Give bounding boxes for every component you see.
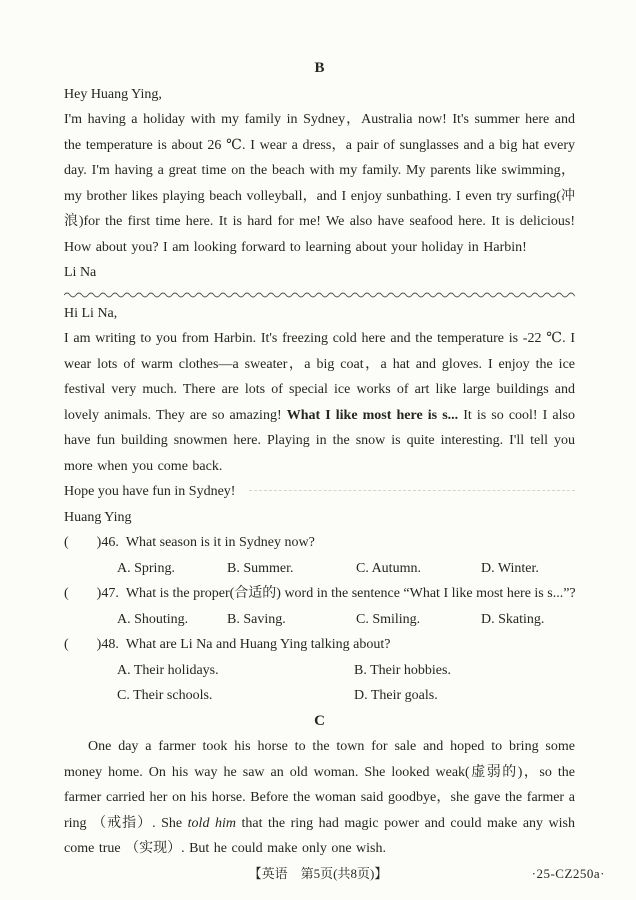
letter-harbin-body-start: I am writing to you from Harbin. It's freezing cold here and the temperature is -22 ℃. I wear lots of warm clothes—a sweater，a big coat，a hat and gloves. I enjoy the ice festival very much. There are lots of special ice works of art like large buildings and lovely animals. They are so amazing! <box>64 331 575 423</box>
footer-paper-code: ·25-CZ250a· <box>531 866 605 881</box>
letter-harbin-body-end: It is so cool! I also have fun building snowmen here. Playing in the snow is quite interesting. I'll tell you more when you come back. <box>64 407 575 474</box>
question-46-answer-bracket: ( )46. <box>64 535 119 550</box>
question-48-option-b: B. Their hobbies. <box>354 662 451 678</box>
section-b-heading: B <box>314 60 325 76</box>
section-c-heading: C <box>314 712 325 729</box>
passage-c <box>64 734 575 862</box>
question-46-options <box>64 556 575 582</box>
question-46-text: What season is it in Sydney now? <box>125 535 315 550</box>
question-48-option-a: A. Their holidays. <box>117 662 219 678</box>
question-47-option-b: B. Saving. <box>227 611 286 627</box>
passage-c-start: One day a farmer took his horse to the town for sale and hoped to bring some money home. On his way he saw an old woman. She looked weak(虚弱的)，so the farmer carried her on his horse. Before the woman said goodbye，she gave the farmer a ring （戒指）. She <box>64 739 575 831</box>
passage-c-italic-phrase: told him <box>187 815 236 831</box>
wavy-divider <box>64 289 575 299</box>
question-48 <box>64 632 575 658</box>
passage-c-end: that the ring had magic power and could make any wish come true （实现）. But he could make only one wish. <box>64 815 575 856</box>
question-48-options-row1 <box>64 658 575 684</box>
question-47-option-d: D. Skating. <box>481 611 545 627</box>
scan-artifact-line <box>249 490 575 491</box>
question-47-option-c: C. Smiling. <box>356 611 421 627</box>
letter-harbin-bold-phrase: What I like most here is s... <box>286 407 459 423</box>
question-48-options-row2 <box>64 683 575 709</box>
question-48-option-c: C. Their schools. <box>117 688 213 703</box>
letter-harbin <box>64 301 575 531</box>
question-47-text: What is the proper(合适的) word in the sentence “What I like most here is s...”? <box>125 586 576 601</box>
question-46 <box>64 530 575 556</box>
question-46-option-c: C. Autumn. <box>356 560 421 576</box>
page-footer <box>0 861 636 887</box>
question-47-option-a: A. Shouting. <box>117 611 189 627</box>
question-48-option-d: D. Their goals. <box>354 688 438 703</box>
question-46-option-a: A. Spring. <box>117 560 175 576</box>
question-46-option-b: B. Summer. <box>227 560 294 576</box>
question-47 <box>64 581 575 607</box>
question-46-option-d: D. Winter. <box>481 560 539 576</box>
letter-harbin-closing: Hope you have fun in Sydney! <box>64 484 236 499</box>
question-48-answer-bracket: ( )48. <box>64 637 119 652</box>
question-47-options <box>64 607 575 633</box>
letter-harbin-body <box>64 326 575 479</box>
letter-harbin-salutation: Hi Li Na, <box>64 305 118 321</box>
letter-harbin-closing-line <box>64 479 575 505</box>
letter-sydney-salutation: Hey Huang Ying, <box>64 86 162 102</box>
letter-sydney-signature: Li Na <box>64 265 97 280</box>
footer-page-number: 【英语 第5页(共8页)】 <box>248 866 388 881</box>
letter-sydney-body: I'm having a holiday with my family in Sydney，Australia now! It's summer here and the temperature is about 26 ℃. I wear a dress，a pair of sunglasses and a big hat every day. I'm having a great time on the beach with my family. My parents like swimming，my brother likes playing beach volleyball，and I enjoy sunbathing. I even try surfing(冲浪)for the first time here. It is hard for me! We also have seafood here. It is delicious! How about you? I am looking forward to learning about your holiday in Harbin! <box>64 112 575 255</box>
question-47-answer-bracket: ( )47. <box>64 586 119 601</box>
letter-harbin-signature: Huang Ying <box>64 509 132 525</box>
letter-sydney <box>64 82 575 286</box>
question-48-text: What are Li Na and Huang Ying talking about? <box>125 637 391 652</box>
wavy-divider-path <box>64 293 575 297</box>
